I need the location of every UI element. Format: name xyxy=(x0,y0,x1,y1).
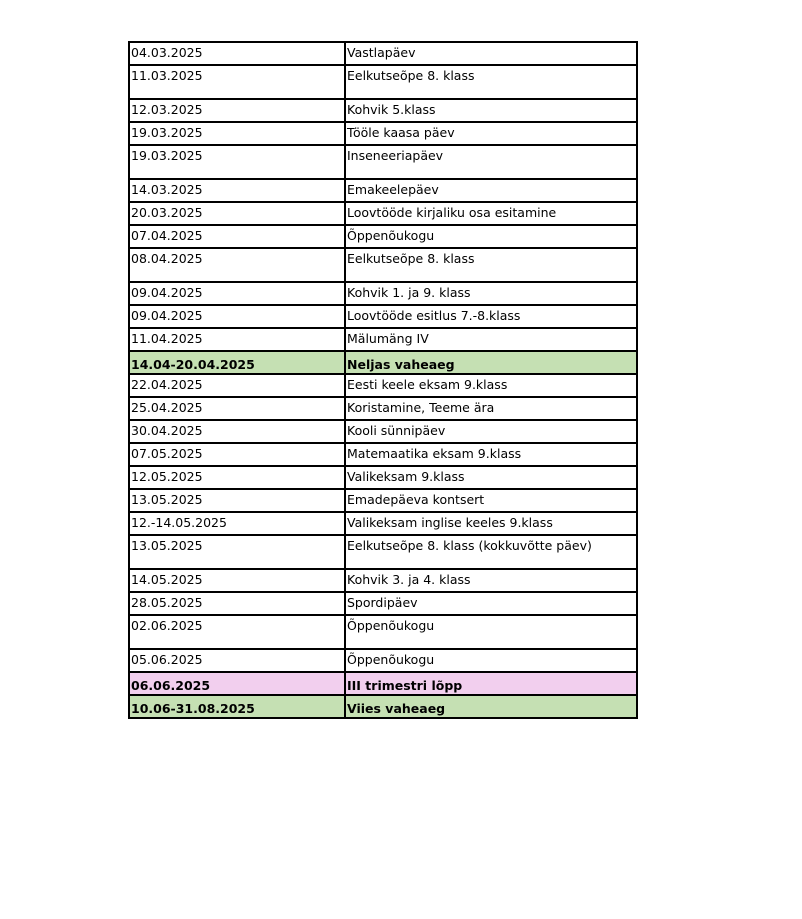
event-cell xyxy=(345,374,637,397)
date-cell xyxy=(129,649,345,672)
table-row xyxy=(129,248,637,282)
date-cell xyxy=(129,592,345,615)
event-cell xyxy=(345,328,637,351)
event-text: Eelkutseõpe 8. klass xyxy=(347,68,475,83)
date-cell xyxy=(129,512,345,535)
date-text: 07.05.2025 xyxy=(131,446,203,461)
date-text: 28.05.2025 xyxy=(131,595,203,610)
event-text: Eelkutseõpe 8. klass (kokkuvõtte päev) xyxy=(347,538,592,553)
event-cell xyxy=(345,615,637,649)
date-cell xyxy=(129,374,345,397)
date-text: 12.-14.05.2025 xyxy=(131,515,227,530)
date-cell xyxy=(129,248,345,282)
date-text: 04.03.2025 xyxy=(131,45,203,60)
date-text: 10.06-31.08.2025 xyxy=(131,701,255,716)
date-text: 14.05.2025 xyxy=(131,572,203,587)
date-text: 05.06.2025 xyxy=(131,652,203,667)
event-text: III trimestri lõpp xyxy=(347,678,463,693)
event-text: Spordipäev xyxy=(347,595,418,610)
date-cell xyxy=(129,99,345,122)
table-row xyxy=(129,443,637,466)
event-cell xyxy=(345,672,637,695)
date-text: 09.04.2025 xyxy=(131,308,203,323)
date-cell xyxy=(129,397,345,420)
table-row xyxy=(129,420,637,443)
table-row xyxy=(129,305,637,328)
table-row xyxy=(129,672,637,695)
date-text: 07.04.2025 xyxy=(131,228,203,243)
event-text: Valikeksam 9.klass xyxy=(347,469,465,484)
date-text: 11.03.2025 xyxy=(131,68,203,83)
date-cell xyxy=(129,202,345,225)
event-text: Õppenõukogu xyxy=(347,228,435,243)
date-text: 13.05.2025 xyxy=(131,492,203,507)
date-text: 14.04-20.04.2025 xyxy=(131,357,255,372)
event-text: Inseneeriapäev xyxy=(347,148,444,163)
date-cell xyxy=(129,672,345,695)
event-text: Kohvik 5.klass xyxy=(347,102,436,117)
table-row xyxy=(129,535,637,569)
event-text: Eesti keele eksam 9.klass xyxy=(347,377,508,392)
date-text: 08.04.2025 xyxy=(131,251,203,266)
table-row xyxy=(129,122,637,145)
date-cell xyxy=(129,569,345,592)
event-cell xyxy=(345,99,637,122)
table-row xyxy=(129,695,637,718)
table-row xyxy=(129,649,637,672)
table-row xyxy=(129,397,637,420)
event-text: Mälumäng IV xyxy=(347,331,429,346)
schedule-table-body xyxy=(129,42,637,718)
event-text: Kooli sünnipäev xyxy=(347,423,446,438)
event-cell xyxy=(345,282,637,305)
event-text: Matemaatika eksam 9.klass xyxy=(347,446,522,461)
schedule-table xyxy=(128,41,638,719)
event-cell xyxy=(345,420,637,443)
event-cell xyxy=(345,397,637,420)
date-text: 12.05.2025 xyxy=(131,469,203,484)
table-row xyxy=(129,282,637,305)
date-text: 11.04.2025 xyxy=(131,331,203,346)
date-cell xyxy=(129,443,345,466)
date-text: 06.06.2025 xyxy=(131,678,211,693)
date-cell xyxy=(129,305,345,328)
event-cell xyxy=(345,569,637,592)
event-cell xyxy=(345,122,637,145)
table-row xyxy=(129,328,637,351)
event-cell xyxy=(345,592,637,615)
table-row xyxy=(129,592,637,615)
event-cell xyxy=(345,695,637,718)
event-text: Emakeelepäev xyxy=(347,182,439,197)
date-text: 19.03.2025 xyxy=(131,125,203,140)
event-text: Loovtööde kirjaliku osa esitamine xyxy=(347,205,557,220)
date-cell xyxy=(129,489,345,512)
table-row xyxy=(129,65,637,99)
date-cell xyxy=(129,65,345,99)
date-cell xyxy=(129,145,345,179)
event-cell xyxy=(345,65,637,99)
date-text: 09.04.2025 xyxy=(131,285,203,300)
table-row xyxy=(129,179,637,202)
event-cell xyxy=(345,248,637,282)
table-row xyxy=(129,225,637,248)
event-cell xyxy=(345,443,637,466)
date-cell xyxy=(129,420,345,443)
date-cell xyxy=(129,695,345,718)
date-text: 13.05.2025 xyxy=(131,538,203,553)
event-text: Viies vaheaeg xyxy=(347,701,446,716)
event-cell xyxy=(345,305,637,328)
date-cell xyxy=(129,328,345,351)
date-cell xyxy=(129,351,345,374)
date-text: 02.06.2025 xyxy=(131,618,203,633)
date-cell xyxy=(129,122,345,145)
table-row xyxy=(129,569,637,592)
date-text: 14.03.2025 xyxy=(131,182,203,197)
event-cell xyxy=(345,351,637,374)
date-cell xyxy=(129,535,345,569)
event-text: Neljas vaheaeg xyxy=(347,357,455,372)
date-cell xyxy=(129,179,345,202)
date-cell xyxy=(129,42,345,65)
date-text: 30.04.2025 xyxy=(131,423,203,438)
event-text: Õppenõukogu xyxy=(347,652,435,667)
table-row xyxy=(129,374,637,397)
event-cell xyxy=(345,512,637,535)
event-cell xyxy=(345,42,637,65)
date-cell xyxy=(129,225,345,248)
event-text: Kohvik 3. ja 4. klass xyxy=(347,572,471,587)
table-row xyxy=(129,489,637,512)
table-row xyxy=(129,512,637,535)
date-cell xyxy=(129,282,345,305)
table-row xyxy=(129,99,637,122)
event-text: Koristamine, Teeme ära xyxy=(347,400,495,415)
event-text: Loovtööde esitlus 7.-8.klass xyxy=(347,308,521,323)
date-text: 25.04.2025 xyxy=(131,400,203,415)
event-cell xyxy=(345,649,637,672)
event-text: Eelkutseõpe 8. klass xyxy=(347,251,475,266)
table-row xyxy=(129,466,637,489)
event-text: Tööle kaasa päev xyxy=(347,125,455,140)
date-text: 20.03.2025 xyxy=(131,205,203,220)
table-row xyxy=(129,42,637,65)
event-cell xyxy=(345,202,637,225)
event-cell xyxy=(345,535,637,569)
date-text: 19.03.2025 xyxy=(131,148,203,163)
table-row xyxy=(129,351,637,374)
event-cell xyxy=(345,225,637,248)
event-cell xyxy=(345,179,637,202)
event-text: Valikeksam inglise keeles 9.klass xyxy=(347,515,553,530)
event-text: Kohvik 1. ja 9. klass xyxy=(347,285,471,300)
event-cell xyxy=(345,489,637,512)
date-text: 22.04.2025 xyxy=(131,377,203,392)
table-row xyxy=(129,615,637,649)
schedule-sheet xyxy=(128,41,636,719)
date-cell xyxy=(129,615,345,649)
event-text: Õppenõukogu xyxy=(347,618,435,633)
event-cell xyxy=(345,466,637,489)
table-row xyxy=(129,202,637,225)
event-text: Emadepäeva kontsert xyxy=(347,492,485,507)
date-text: 12.03.2025 xyxy=(131,102,203,117)
date-cell xyxy=(129,466,345,489)
event-text: Vastlapäev xyxy=(347,45,416,60)
event-cell xyxy=(345,145,637,179)
table-row xyxy=(129,145,637,179)
